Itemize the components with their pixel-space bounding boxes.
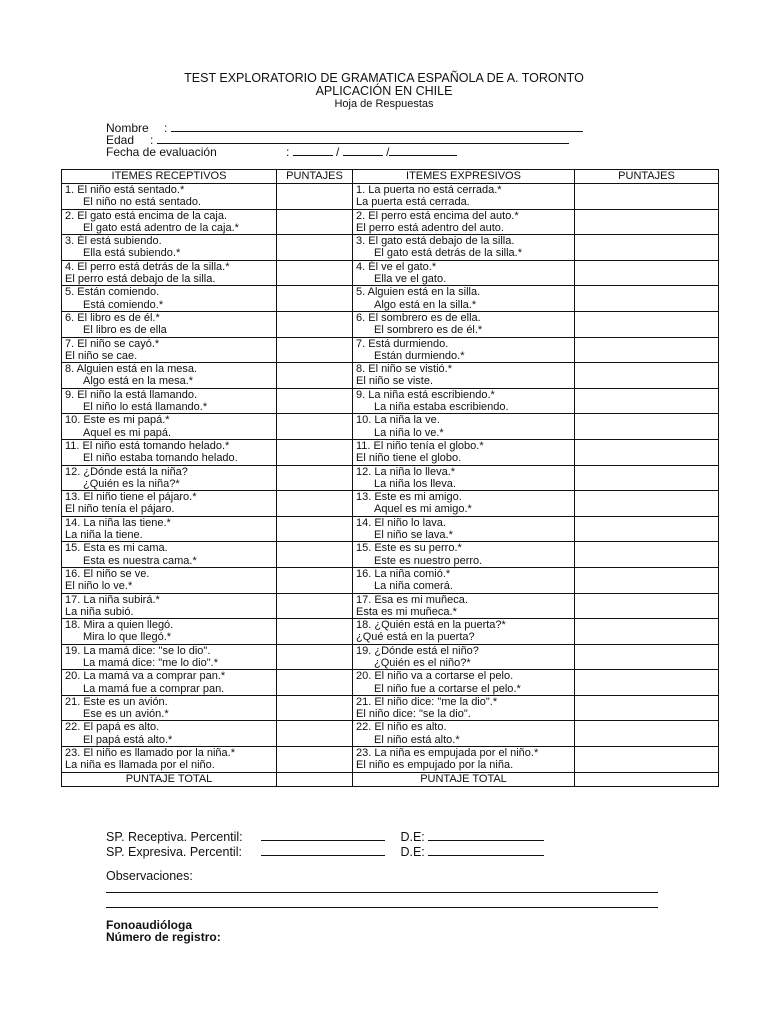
receptive-item-option-2: La mamá fue a comprar pan. <box>83 682 225 695</box>
receptive-item-option-1: 3. Él está subiendo. <box>65 235 162 248</box>
receptive-item-option-2: Mira lo que llegó.* <box>83 631 172 644</box>
receptive-item <box>62 209 277 235</box>
receptive-item-option-1: 10. Este es mi papá.* <box>65 414 170 427</box>
sheet-label: Hoja de Respuestas <box>334 98 434 110</box>
table-row <box>62 286 719 312</box>
receptive-item-option-2: El niño tenía el pájaro. <box>65 503 175 516</box>
expressive-item <box>353 644 575 670</box>
receptive-item-option-2: El papá está alto.* <box>83 733 173 746</box>
expressive-item <box>353 260 575 286</box>
expressive-item-option-1: 2. El perro está encima del auto.* <box>356 209 519 222</box>
expressive-item-option-2: La puerta está cerrada. <box>356 196 470 209</box>
expressive-item-option-1: 18. ¿Quién está en la puerta?* <box>356 619 506 632</box>
receptive-item <box>62 439 277 465</box>
expressive-item-option-1: 19. ¿Dónde está el niño? <box>356 644 479 657</box>
receptive-item-option-2: El niño se cae. <box>65 349 138 362</box>
expressive-item-option-1: 12. La niña lo lleva.* <box>356 465 456 478</box>
expressive-item-option-1: 13. Este es mi amigo. <box>356 491 462 504</box>
total-score-receptive[interactable] <box>277 772 353 786</box>
expressive-item-option-1: 21. El niño dice: "me la dio".* <box>356 695 498 708</box>
expressive-item-option-1: 17. Esa es mi muñeca. <box>356 593 468 606</box>
age-line <box>157 134 569 144</box>
expressive-item-option-2: El perro está adentro del auto. <box>356 221 504 234</box>
expressive-item-option-1: 1. La puerta no está cerrada.* <box>356 184 502 196</box>
receptive-item-option-1: 21. Este es un avión. <box>65 695 168 708</box>
receptive-item-option-2: La mamá dice: "me lo dio".* <box>83 656 218 669</box>
receptive-item-option-1: 7. El niño se cayó.* <box>65 337 160 350</box>
expressive-item <box>353 516 575 542</box>
receptive-score-cell[interactable] <box>277 311 353 337</box>
receptive-item-option-1: 13. El niño tiene el pájaro.* <box>65 491 197 504</box>
expressive-item-option-1: 23. La niña es empujada por el niño.* <box>356 747 539 760</box>
expressive-score-cell[interactable] <box>575 465 719 491</box>
receptive-item-option-1: 5. Están comiendo. <box>65 286 160 299</box>
receptive-item-option-1: 17. La niña subirá.* <box>65 593 160 606</box>
expressive-item <box>353 209 575 235</box>
expressive-item-option-2: La niña estaba escribiendo. <box>374 401 509 414</box>
expressive-item-option-2: El niño se lava.* <box>374 529 453 542</box>
col-score-header: PUNTAJES <box>277 170 353 184</box>
expressive-item <box>353 721 575 747</box>
table-row <box>62 491 719 517</box>
receptive-score-cell[interactable] <box>277 542 353 568</box>
expressive-score-cell[interactable] <box>575 311 719 337</box>
receptive-score-cell[interactable] <box>277 491 353 517</box>
expressive-item-option-2: Esta es mi muñeca.* <box>356 605 457 618</box>
receptive-item-option-2: Esta es nuestra cama.* <box>83 554 197 567</box>
expressive-item-option-1: 11. El niño tenía el globo.* <box>356 439 484 452</box>
table-row <box>62 567 719 593</box>
expressive-item-option-2: Aquel es mi amigo.* <box>374 503 472 516</box>
receptive-item-option-2: El niño no está sentado. <box>83 196 202 209</box>
receptive-item-option-1: 18. Mira a quien llegó. <box>65 619 174 632</box>
expressive-item <box>353 184 575 210</box>
expressive-item <box>353 695 575 721</box>
expressive-item-option-2: El niño se viste. <box>356 375 434 388</box>
receptive-item-option-1: 22. El papá es alto. <box>65 721 160 734</box>
expressive-percentile-line[interactable] <box>261 845 385 856</box>
table-row <box>62 414 719 440</box>
receptive-item-option-1: 20. La mamá va a comprar pan.* <box>65 670 226 683</box>
signature-role: Fonoaudióloga <box>106 918 192 932</box>
receptive-item-option-2: Ella está subiendo.* <box>83 247 181 260</box>
expressive-item-option-2: El gato está detrás de la silla.* <box>374 247 522 260</box>
expressive-score-cell[interactable] <box>575 491 719 517</box>
receptive-percentile-line[interactable] <box>261 830 385 841</box>
receptive-score-cell[interactable] <box>277 593 353 619</box>
table-row <box>62 542 719 568</box>
expressive-item <box>353 593 575 619</box>
expressive-de-line[interactable] <box>428 845 544 856</box>
registry-label: Número de registro: <box>106 930 221 944</box>
expressive-item-option-2: La niña comerá. <box>374 580 453 593</box>
receptive-item <box>62 593 277 619</box>
observations-line-2[interactable] <box>106 907 658 908</box>
total-score-expressive[interactable] <box>575 772 719 786</box>
table-row <box>62 465 719 491</box>
expressive-score-cell[interactable] <box>575 337 719 363</box>
expressive-score-cell[interactable] <box>575 695 719 721</box>
receptive-item-option-2: Aquel es mi papá. <box>83 426 172 439</box>
table-row <box>62 337 719 363</box>
receptive-item-option-1: 11. El niño está tomando helado.* <box>65 439 230 452</box>
expressive-item <box>353 311 575 337</box>
expressive-item <box>353 439 575 465</box>
expressive-score-cell[interactable] <box>575 439 719 465</box>
receptive-item <box>62 260 277 286</box>
receptive-item-option-2: El gato está adentro de la caja.* <box>83 221 239 234</box>
expressive-score-cell[interactable] <box>575 516 719 542</box>
receptive-item-option-2: El niño estaba tomando helado. <box>83 452 238 465</box>
expressive-item-option-2: ¿Quién es el niño?* <box>374 656 471 669</box>
receptive-item-option-2: El perro está debajo de la silla. <box>65 273 216 286</box>
total-label-expressive: PUNTAJE TOTAL <box>353 772 575 786</box>
receptive-item <box>62 695 277 721</box>
receptive-score-cell[interactable] <box>277 439 353 465</box>
expressive-item <box>353 542 575 568</box>
expressive-item-option-2: El niño está alto.* <box>374 733 460 746</box>
receptive-item <box>62 491 277 517</box>
observations-label: Observaciones: <box>106 869 193 883</box>
expressive-item-option-1: 8. El niño se vistió.* <box>356 363 452 376</box>
table-row <box>62 644 719 670</box>
expressive-item <box>353 363 575 389</box>
expressive-item-option-1: 16. La niña comió.* <box>356 567 451 580</box>
expressive-item-option-2: El niño es empujado por la niña. <box>356 759 514 772</box>
table-row <box>62 747 719 773</box>
receptive-item-option-1: 6. El libro es de él.* <box>65 311 160 324</box>
expressive-score-cell[interactable] <box>575 184 719 210</box>
expressive-item-option-1: 20. El niño va a cortarse el pelo. <box>356 670 514 683</box>
age-label: Edad <box>106 133 135 147</box>
receptive-score-cell[interactable] <box>277 337 353 363</box>
receptive-item <box>62 311 277 337</box>
expressive-item-option-1: 9. La niña está escribiendo.* <box>356 388 495 401</box>
receptive-item-option-2: La niña es llamada por el niño. <box>65 759 215 772</box>
expressive-score-cell[interactable] <box>575 388 719 414</box>
receptive-de-line[interactable] <box>428 830 544 841</box>
receptive-score-cell[interactable] <box>277 644 353 670</box>
receptive-score-cell[interactable] <box>277 363 353 389</box>
receptive-item-option-1: 4. El perro está detrás de la silla.* <box>65 260 230 273</box>
name-line <box>171 122 583 132</box>
expressive-score-cell[interactable] <box>575 235 719 261</box>
expressive-item-option-1: 4. Él ve el gato.* <box>356 260 437 273</box>
expressive-item <box>353 670 575 696</box>
table-row <box>62 593 719 619</box>
expressive-item <box>353 491 575 517</box>
table-row <box>62 516 719 542</box>
date-label: Fecha de evaluación <box>106 145 217 159</box>
col-score2-header: PUNTAJES <box>575 170 719 184</box>
expressive-item-option-1: 3. El gato está debajo de la silla. <box>356 235 515 248</box>
expressive-item-option-2: Algo está en la silla.* <box>374 298 477 311</box>
expressive-item-option-1: 7. Está durmiendo. <box>356 337 449 350</box>
expressive-item-option-1: 15. Este es su perro.* <box>356 542 462 555</box>
expressive-item <box>353 388 575 414</box>
expressive-score-cell[interactable] <box>575 670 719 696</box>
col-receptive-header: ITEMES RECEPTIVOS <box>62 170 277 184</box>
table-row <box>62 695 719 721</box>
receptive-score-cell[interactable] <box>277 184 353 210</box>
expressive-item-option-2: La niña los lleva. <box>374 477 456 490</box>
receptive-item <box>62 721 277 747</box>
table-row <box>62 209 719 235</box>
expressive-item <box>353 235 575 261</box>
expressive-score-cell[interactable] <box>575 363 719 389</box>
expressive-item-option-2: Este es nuestro perro. <box>374 554 483 567</box>
receptive-item <box>62 747 277 773</box>
receptive-score-cell[interactable] <box>277 388 353 414</box>
expressive-item <box>353 286 575 312</box>
expressive-item-option-2: El niño tiene el globo. <box>356 452 462 465</box>
expressive-item-option-1: 6. El sombrero es de ella. <box>356 311 481 324</box>
receptive-item <box>62 465 277 491</box>
receptive-item-option-1: 2. El gato está encima de la caja. <box>65 209 228 222</box>
receptive-item-option-2: Está comiendo.* <box>83 298 164 311</box>
receptive-item-option-1: 9. El niño la está llamando. <box>65 388 198 401</box>
receptive-score-cell[interactable] <box>277 260 353 286</box>
receptive-item <box>62 388 277 414</box>
receptive-score-cell[interactable] <box>277 619 353 645</box>
receptive-item <box>62 363 277 389</box>
receptive-score-cell[interactable] <box>277 286 353 312</box>
answer-table <box>61 169 719 787</box>
receptive-item-option-2: La niña subió. <box>65 605 134 618</box>
receptive-item-option-2: Algo está en la mesa.* <box>83 375 194 388</box>
receptive-item <box>62 670 277 696</box>
receptive-score-cell[interactable] <box>277 516 353 542</box>
table-row <box>62 670 719 696</box>
expressive-item <box>353 337 575 363</box>
receptive-item-option-1: 8. Alguien está en la mesa. <box>65 363 198 376</box>
receptive-percentile: SP. Receptiva. Percentil: D.E: <box>106 830 544 844</box>
table-header-row <box>62 170 719 184</box>
receptive-score-cell[interactable] <box>277 567 353 593</box>
expressive-percentile: SP. Expresiva. Percentil: D.E: <box>106 845 544 859</box>
expressive-score-cell[interactable] <box>575 593 719 619</box>
receptive-score-cell[interactable] <box>277 414 353 440</box>
expressive-item <box>353 465 575 491</box>
expressive-item-option-1: 10. La niña la ve. <box>356 414 440 427</box>
expressive-score-cell[interactable] <box>575 721 719 747</box>
receptive-score-cell[interactable] <box>277 721 353 747</box>
expressive-item <box>353 414 575 440</box>
receptive-score-cell[interactable] <box>277 670 353 696</box>
expressive-item <box>353 747 575 773</box>
expressive-score-cell[interactable] <box>575 567 719 593</box>
receptive-item-option-1: 1. El niño está sentado.* <box>65 184 185 196</box>
receptive-item-option-2: El libro es de ella <box>83 324 167 337</box>
receptive-score-cell[interactable] <box>277 235 353 261</box>
expressive-item-option-2: ¿Qué está en la puerta? <box>356 631 475 644</box>
table-row <box>62 439 719 465</box>
receptive-item-option-2: La niña la tiene. <box>65 529 143 542</box>
expressive-score-cell[interactable] <box>575 644 719 670</box>
observations-line-1[interactable] <box>106 892 658 893</box>
expressive-item <box>353 619 575 645</box>
receptive-item-option-1: 14. La niña las tiene.* <box>65 516 171 529</box>
table-row <box>62 311 719 337</box>
receptive-item-option-1: 15. Esta es mi cama. <box>65 542 168 555</box>
expressive-item-option-2: El sombrero es de él.* <box>374 324 483 337</box>
expressive-score-cell[interactable] <box>575 542 719 568</box>
table-row <box>62 619 719 645</box>
receptive-item <box>62 235 277 261</box>
receptive-item <box>62 286 277 312</box>
table-row <box>62 388 719 414</box>
receptive-item-option-1: 19. La mamá dice: "se lo dio". <box>65 644 211 657</box>
expressive-score-cell[interactable] <box>575 414 719 440</box>
receptive-item <box>62 184 277 210</box>
expressive-item-option-1: 14. El niño lo lava. <box>356 516 446 529</box>
name-label: Nombre <box>106 121 149 135</box>
receptive-item-option-1: 12. ¿Dónde está la niña? <box>65 465 188 478</box>
table-row <box>62 363 719 389</box>
receptive-item-option-2: Ese es un avión.* <box>83 708 169 721</box>
expressive-score-cell[interactable] <box>575 286 719 312</box>
receptive-item-option-2: El niño lo está llamando.* <box>83 401 208 414</box>
expressive-item <box>353 567 575 593</box>
expressive-item-option-2: El niño dice: "se la dio". <box>356 708 471 721</box>
receptive-score-cell[interactable] <box>277 209 353 235</box>
total-label-receptive: PUNTAJE TOTAL <box>62 772 277 786</box>
receptive-item-option-1: 16. El niño se ve. <box>65 567 150 580</box>
receptive-score-cell[interactable] <box>277 695 353 721</box>
table-row <box>62 260 719 286</box>
receptive-item <box>62 567 277 593</box>
table-row <box>62 184 719 210</box>
document-subtitle: APLICACIÓN EN CHILE <box>315 84 453 98</box>
expressive-score-cell[interactable] <box>575 260 719 286</box>
expressive-item-option-2: Están durmiendo.* <box>374 349 465 362</box>
receptive-item-option-1: 23. El niño es llamado por la niña.* <box>65 747 235 760</box>
table-row <box>62 721 719 747</box>
expressive-item-option-2: Ella ve el gato. <box>374 273 447 286</box>
expressive-score-cell[interactable] <box>575 747 719 773</box>
col-expressive-header: ITEMES EXPRESIVOS <box>353 170 575 184</box>
table-row <box>62 235 719 261</box>
receptive-item <box>62 542 277 568</box>
receptive-item-option-2: ¿Quién es la niña?* <box>83 477 180 490</box>
expressive-item-option-1: 5. Alguien está en la silla. <box>356 286 481 299</box>
receptive-item <box>62 516 277 542</box>
receptive-score-cell[interactable] <box>277 465 353 491</box>
name-field: Nombre : <box>106 122 583 135</box>
expressive-item-option-1: 22. El niño es alto. <box>356 721 447 734</box>
expressive-item-option-2: El niño fue a cortarse el pelo.* <box>374 682 521 695</box>
expressive-score-cell[interactable] <box>575 619 719 645</box>
expressive-item-option-2: La niña lo ve.* <box>374 426 444 439</box>
document-title: TEST EXPLORATORIO DE GRAMATICA ESPAÑOLA DE A. TORONTO <box>184 71 584 85</box>
receptive-item <box>62 337 277 363</box>
receptive-item <box>62 644 277 670</box>
expressive-score-cell[interactable] <box>575 209 719 235</box>
receptive-item <box>62 414 277 440</box>
date-field: Fecha de evaluación : / / <box>106 146 457 159</box>
receptive-item <box>62 619 277 645</box>
receptive-score-cell[interactable] <box>277 747 353 773</box>
total-row <box>62 772 719 786</box>
receptive-item-option-2: El niño lo ve.* <box>65 580 133 593</box>
age-field: Edad : <box>106 134 569 147</box>
